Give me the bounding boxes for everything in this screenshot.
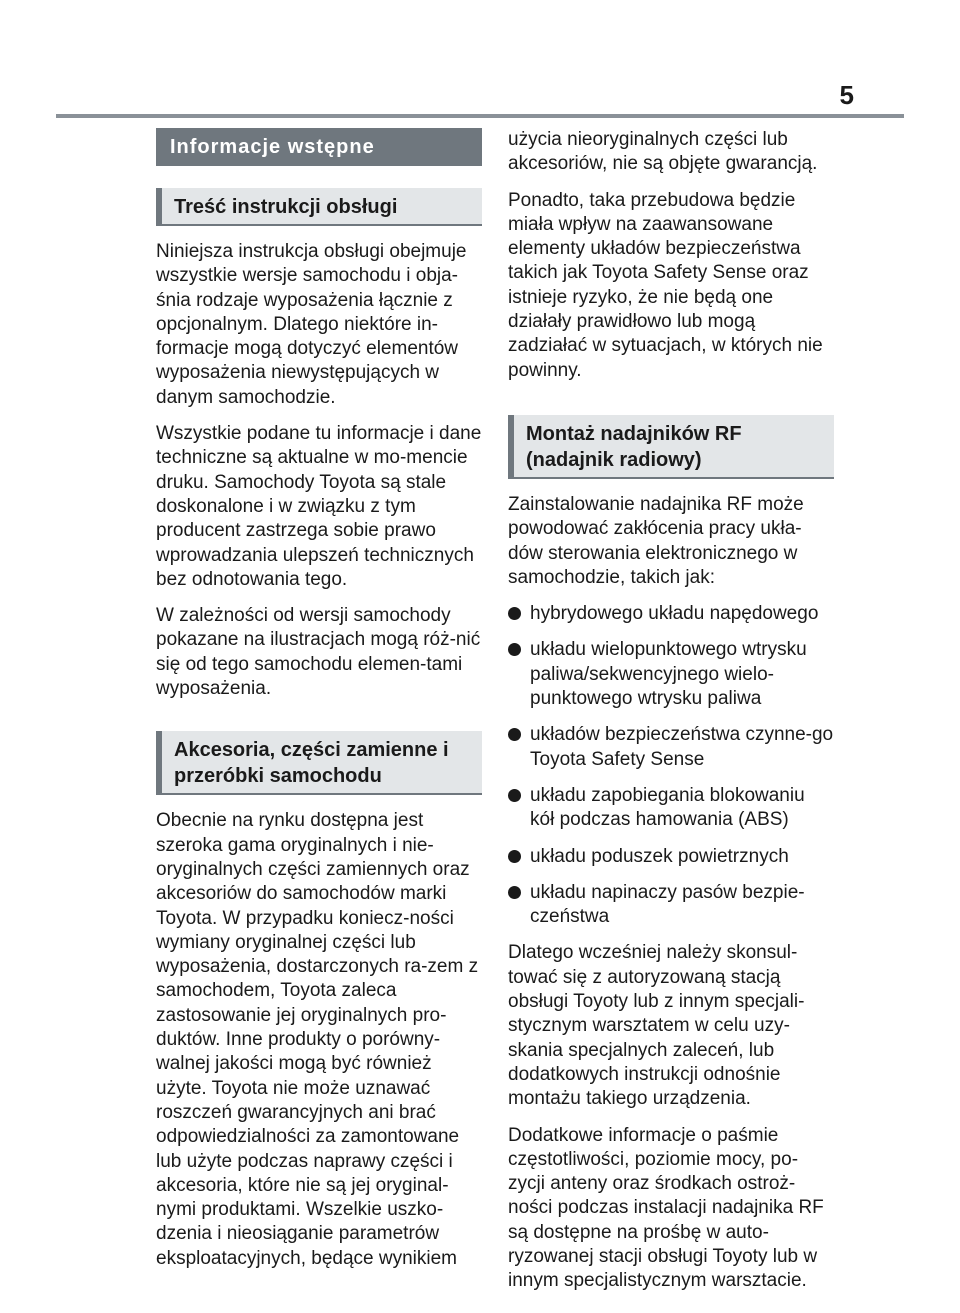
list-item-text: układu napinaczy pasów bezpie-czeństwa	[530, 881, 805, 928]
right-column	[508, 128, 834, 1306]
subsection-heading-manual-contents: Treść instrukcji obsługi	[156, 188, 482, 226]
paragraph: Dodatkowe informacje o paśmie częstotliwości, poziomie mocy, po-zycji anteny oraz środkach ostroż-ności podczas instalacji nadajnika RF są dostępne na prośbę w auto-ryzowanej stacji obsługi Toyoty lub w innym specjalistycznym warsztacie.	[508, 1124, 824, 1292]
list-item-text: układu zapobiegania blokowaniu kół podczas hamowania (ABS)	[530, 784, 805, 831]
list-item-text: układu poduszek powietrznych	[530, 845, 789, 867]
list-item-text: układu wielopunktowego wtrysku paliwa/sekwencyjnego wielo-punktowego wtrysku paliwa	[530, 639, 807, 710]
paragraph: Niniejsza instrukcja obsługi obejmuje wszystkie wersje samochodu i obja-śnia rodzaje wyposażenia łącznie z opcjonalnym. Dlatego niektóre in-formacje mogą dotyczyć elementów wyposażenia niewystępujących w danym samochodzie.	[156, 241, 467, 408]
bullet-icon	[508, 850, 521, 863]
list-item	[508, 881, 834, 930]
bullet-icon	[508, 643, 521, 656]
list-item	[508, 784, 834, 833]
paragraph: Ponadto, taka przebudowa będzie miała wpływ na zaawansowane elementy układów bezpieczeństwa takich jak Toyota Safety Sense oraz istnieje ryzyko, że nie będą one działały prawidłowo lub mogą zadziałać w sytuacjach, w których nie powinny.	[508, 189, 823, 381]
paragraph: W zależności od wersji samochody pokazane na ilustracjach mogą róż-nić się od tego samochodu elemen-tami wyposażenia.	[156, 605, 481, 700]
bullet-icon	[508, 607, 521, 620]
paragraph: Wszystkie podane tu informacje i dane techniczne są aktualne w mo-mencie druku. Samochody Toyota są stale doskonalone i w związku z tym producent zastrzega sobie prawo wprowadzania ulepszeń technicznych bez odnotowania tego.	[156, 423, 482, 590]
paragraph: Obecnie na rynku dostępna jest szeroka gama oryginalnych i nie-oryginalnych części zamiennych oraz akcesoriów do samochodów marki Toyota. W przypadku koniecz-ności wymiany oryginalnej części lub wyposażenia, dostarczonych ra-zem z samochodem, Toyota zaleca zastosowanie jej oryginalnych pro-duktów. Inne produkty o porówny-walnej jakości mogą być również użyte. Toyota nie może uznawać roszczeń gwarancyjnych ani brać odpowiedzialności za zamontowane lub użyte podczas naprawy części i akcesoria, które nie są jej oryginal-nymi produktami. Wszelkie uszko-dzenia i nieosiąganie parametrów eksploatacyjnych, będące wynikiem	[156, 810, 479, 1269]
list-item-text: układów bezpieczeństwa czynne-go Toyota Safety Sense	[530, 724, 834, 770]
bullet-list	[508, 602, 834, 929]
bullet-icon	[508, 789, 521, 802]
paragraph: użycia nieoryginalnych części lub akcesoriów, nie są objęte gwarancją.	[508, 129, 818, 175]
page-number: 5	[839, 80, 854, 110]
paragraph: Zainstalowanie nadajnika RF może powodować zakłócenia pracy ukła-dów sterowania elektronicznego w samochodzie, takich jak:	[508, 493, 804, 588]
list-item	[508, 723, 834, 772]
header-rule	[56, 114, 904, 118]
list-item	[508, 845, 834, 869]
bullet-icon	[508, 886, 521, 899]
bullet-icon	[508, 728, 521, 741]
subsection-heading-accessories: Akcesoria, części zamienne i przeróbki samochodu	[156, 731, 482, 795]
list-item	[508, 602, 834, 626]
paragraph: Dlatego wcześniej należy skonsul-tować się z autoryzowaną stacją obsługi Toyoty lub z innym specjali-stycznym warsztatem w celu uzy-skania specjalnych zaleceń, lub dodatkowych instrukcji odnośnie montażu takiego urządzenia.	[508, 942, 805, 1110]
list-item-text: hybrydowego układu napędowego	[530, 603, 819, 625]
subsection-heading-rf-transmitters: Montaż nadajników RF (nadajnik radiowy)	[508, 415, 834, 479]
section-banner: Informacje wstępne	[156, 128, 482, 166]
left-column	[156, 128, 482, 1283]
list-item	[508, 638, 834, 711]
